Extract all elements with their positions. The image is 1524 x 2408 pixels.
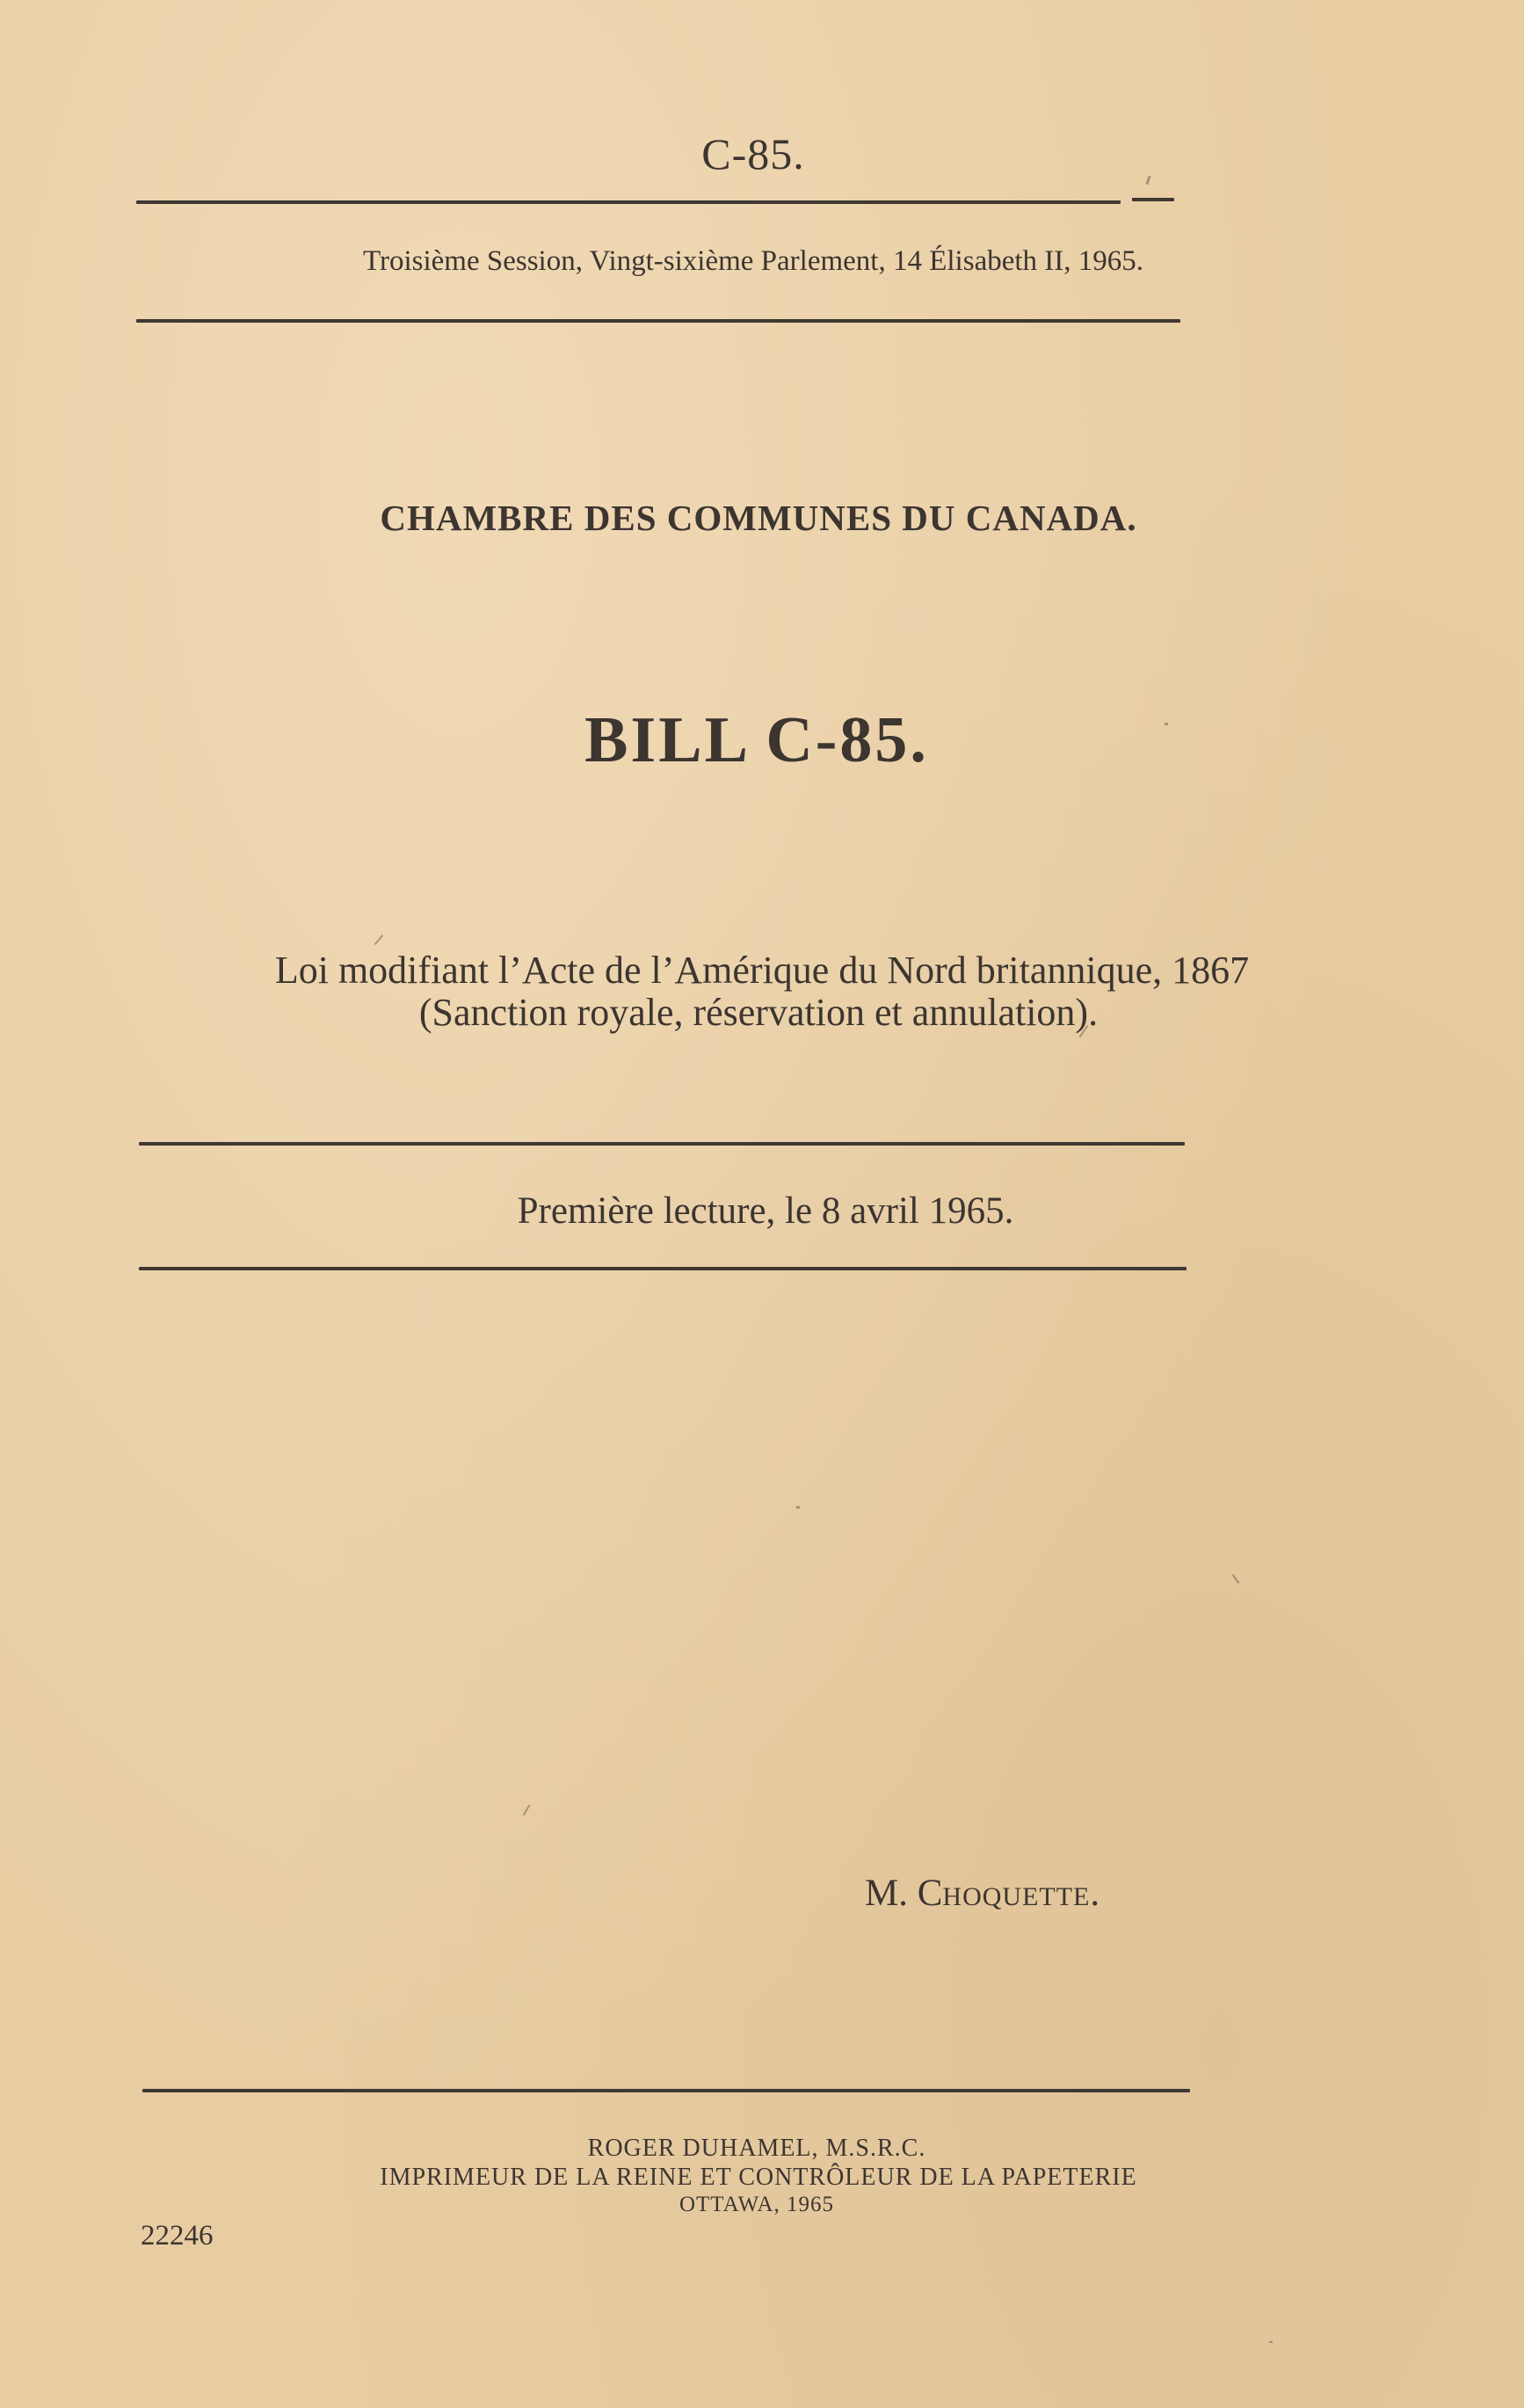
sponsor-name	[865, 1872, 1100, 1915]
chamber-heading: CHAMBRE DES COMMUNES DU CANADA.	[380, 498, 1137, 538]
session-line: Troisième Session, Vingt-sixième Parlement, 14 Élisabeth II, 1965.	[362, 245, 1144, 277]
sponsor-name-rest: hoquette.	[942, 1873, 1101, 1914]
top-rule	[136, 200, 1121, 204]
first-reading-date: Première lecture, le 8 avril 1965.	[517, 1190, 1014, 1232]
bill-description-line-2: (Sanction royale, réservation et annulation).	[418, 991, 1099, 1034]
catalog-number: 22246	[141, 2220, 214, 2252]
bill-code-header: C-85.	[701, 129, 805, 178]
paper-speck	[1165, 723, 1168, 725]
bill-title: BILL C-85.	[584, 704, 929, 776]
paper-speck	[1269, 2341, 1273, 2343]
paper-speck	[796, 1506, 800, 1509]
session-rule	[136, 319, 1180, 323]
printer-name: ROGER DUHAMEL, M.S.R.C.	[587, 2135, 926, 2162]
sponsor-name-prefix: M. C	[865, 1873, 943, 1914]
printer-location: OTTAWA, 1965	[679, 2193, 835, 2216]
printer-office: IMPRIMEUR DE LA REINE ET CONTRÔLEUR DE LA PAPETERIE	[380, 2164, 1137, 2191]
description-rule	[139, 1142, 1185, 1146]
top-rule-end-mark	[1132, 198, 1174, 201]
bill-description-line-1: Loi modifiant l’Acte de l’Amérique du Nord britannique, 1867	[274, 949, 1250, 992]
first-reading-rule	[139, 1267, 1187, 1270]
printer-rule	[142, 2089, 1190, 2092]
